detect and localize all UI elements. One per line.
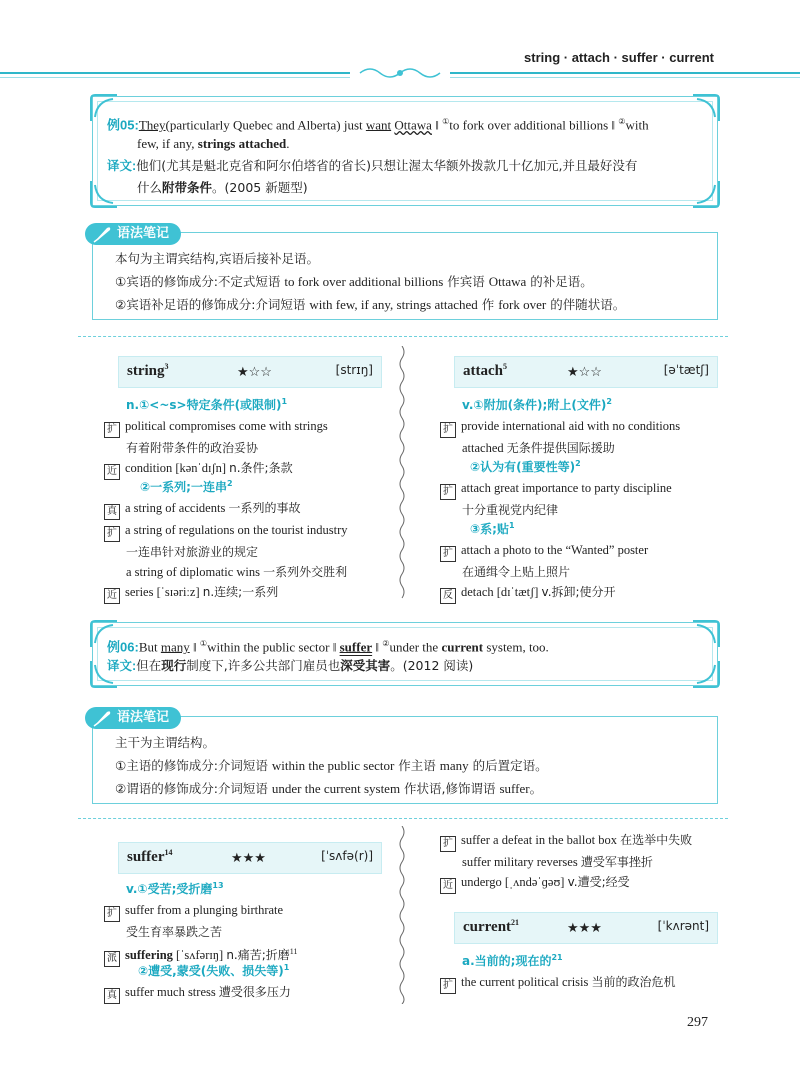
grammar-note-tab: 语法笔记 [85,223,181,245]
corner-ornament-icon [691,93,721,123]
column-divider [398,826,406,1004]
translation-line-2: 什么附带条件。(2005 新题型) [137,180,308,195]
example-entry: 扩 suffer a defeat in the ballot box 在选举中失败 suffer military reverses 遭受军事挫折 近 undergo [ˌʌndəˈɡəʊ] v.遭受;经受 [440,830,692,894]
section-divider [78,336,728,337]
frequency-stars: ★☆☆ [237,364,272,379]
header-ornament-icon [350,64,450,82]
note-line: ①主语的修饰成分:介词短语 within the public sector 作主语 many 的后置定语。 [115,758,548,773]
example-sentence-line-2: few, if any, strings attached. [137,136,290,151]
example-entry: 真 suffer much stress 遭受很多压力 [104,982,291,1004]
example-sentence-line-1: 例06:But many ‖ ①within the public sector ‖ suffer ‖ ②under the current system, too. [107,639,549,655]
column-divider [398,346,406,604]
corner-ornament-icon [691,619,721,649]
word-card-attach [454,356,718,388]
example-06-box [92,622,718,686]
headword: string$^3$ [127,362,169,379]
section-divider [78,818,728,819]
translation-line-1: 译文:但在现行制度下,许多公共部门雇员也深受其害。(2012 阅读) [107,658,474,673]
translation-line-1: 译文:他们(尤其是魁北克省和阿尔伯塔省的省长)只想让渥太华额外拨款几十亿加元,并且最好没有 [107,158,638,173]
example-entry: 扩 attach a photo to the “Wanted” poster 在通缉令上贴上照片 反 detach [dɪˈtætʃ] v.拆卸;使分开 [440,540,648,604]
headword: attach$^5$ [463,362,507,379]
sense-heading: ③系;贴$^1$ [470,521,515,536]
sense-heading: n.①<~s>特定条件(或限制)$^1$ [126,397,288,412]
sense-heading: ②一系列;一连串$^2$ [140,479,233,494]
phonetic: [strɪŋ] [335,363,373,377]
corner-ornament-icon [691,179,721,209]
sense-heading: v.①附加(条件);附上(文件)$^2$ [462,397,612,412]
corner-ornament-icon [691,659,721,689]
phonetic: [ˈsʌfə(r)] [321,849,373,863]
frequency-stars: ★★★ [231,850,266,865]
example-05-box [92,96,718,206]
quill-pen-icon [93,709,113,727]
example-entry: 扩 attach great importance to party discipline 十分重视党内纪律 [440,478,672,520]
frequency-stars: ★☆☆ [567,364,602,379]
example-entry: 扩 political compromises come with strings 有着附带条件的政治妥协 近 condition [kənˈdɪʃn] n.条件;条款 [104,416,328,480]
sense-heading: a.当前的;现在的$^{21}$ [462,953,563,968]
sense-heading: ②遭受,蒙受(失败、损失等)$^1$ [138,963,290,978]
word-card-string [118,356,382,388]
sense-heading: ②认为有(重要性等)$^2$ [470,459,581,474]
running-header: string · attach · suffer · current [524,50,714,65]
frequency-stars: ★★★ [567,920,602,935]
headword: current$^{21}$ [463,918,520,935]
grammar-note-1 [92,226,718,320]
note-line: ①宾语的修饰成分:不定式短语 to fork over additional billions 作宾语 Ottawa 的补足语。 [115,274,593,289]
phonetic: [ˈkʌrənt] [657,919,709,933]
note-line: 主干为主谓结构。 [115,735,216,750]
grammar-note-tab: 语法笔记 [85,707,181,729]
grammar-note-2 [92,710,718,804]
note-line: ②宾语补足语的修饰成分:介词短语 with few, if any, strings attached 作 fork over 的伴随状语。 [115,297,626,312]
word-card-current [454,912,718,944]
example-entry: 扩 suffer from a plunging birthrate 受生育率暴跌之苦 派 suffering [ˈsʌfərɪŋ] n.痛苦;折磨$^{11}$ [104,900,297,967]
corner-ornament-icon [89,179,119,209]
word-card-suffer [118,842,382,874]
page-number: 297 [687,1015,708,1030]
example-entry: 真 a string of accidents 一系列的事故 扩 a string of regulations on the tourist industry 一连串针对旅游业的规定 a string of diplomatic wins 一系列外交胜利 近 series [ˈsɪəriːz] n.连续;一系列 [104,498,348,604]
headword: suffer$^{14}$ [127,848,173,865]
phonetic: [əˈtætʃ] [663,363,709,377]
sense-heading: v.①受苦;受折磨$^{13}$ [126,881,224,896]
example-entry: 扩 the current political crisis 当前的政治危机 [440,972,676,994]
quill-pen-icon [93,225,113,243]
example-sentence-line-1: 例05:They(particularly Quebec and Alberta) just want Ottawa ‖ ①to fork over additional billions ‖ ②with [107,117,649,133]
note-line: 本句为主谓宾结构,宾语后接补足语。 [115,251,319,266]
note-line: ②谓语的修饰成分:介词短语 under the current system 作状语,修饰谓语 suffer。 [115,781,543,796]
example-entry: 扩 provide international aid with no conditions attached 无条件提供国际援助 [440,416,680,458]
